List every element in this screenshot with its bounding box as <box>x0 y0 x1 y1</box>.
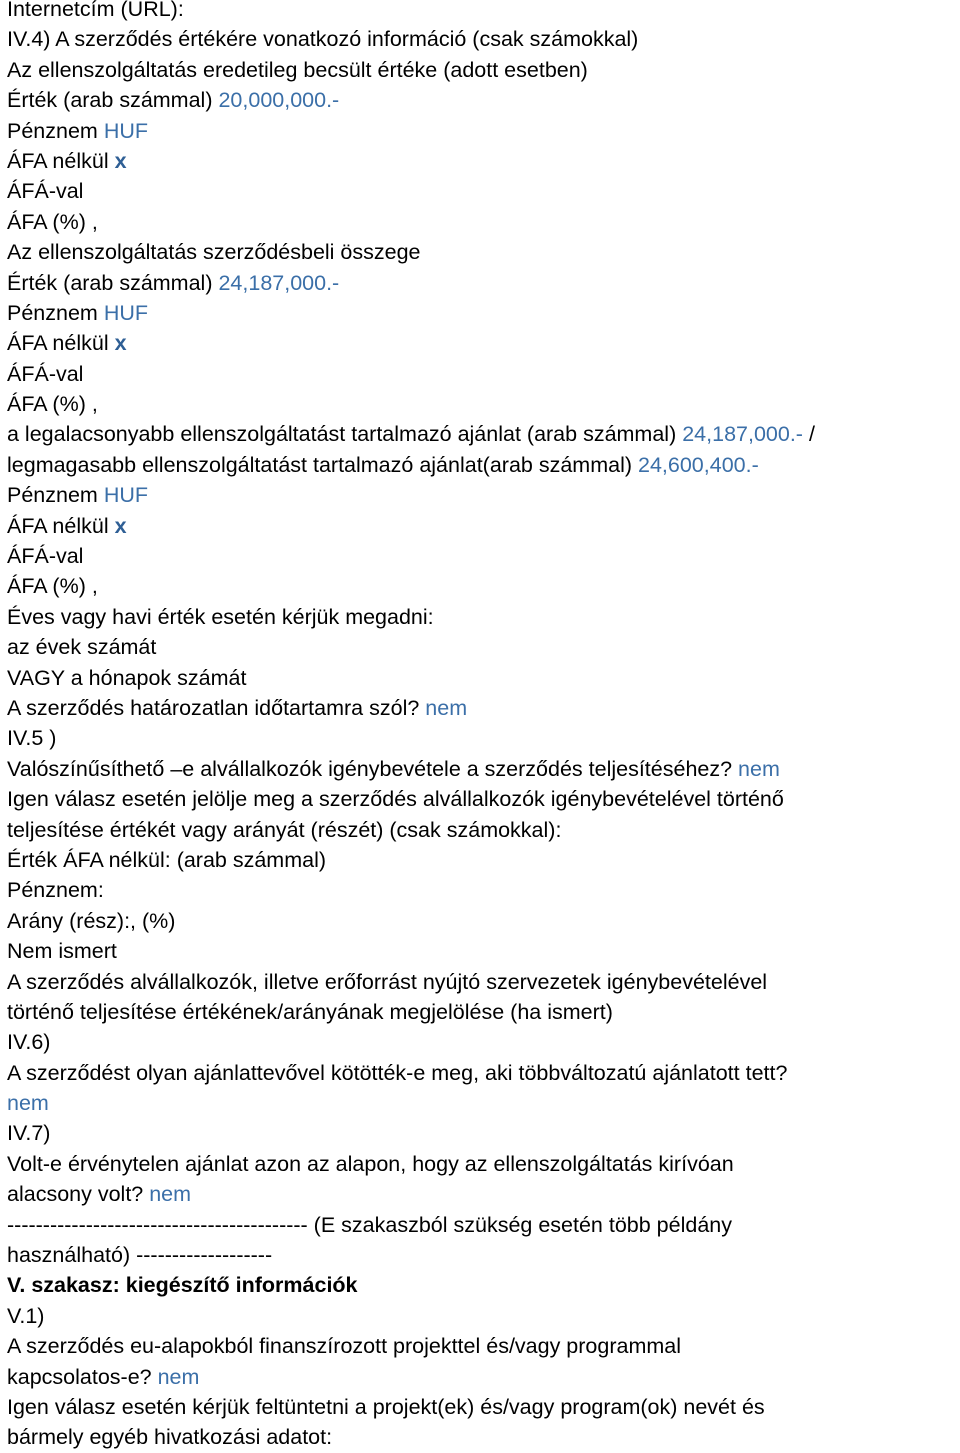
line-label: IV.5 ) <box>7 726 57 751</box>
line-label: történő teljesítése értékének/arányának megjelölése (ha ismert) <box>7 999 613 1024</box>
line-value: x <box>114 513 127 538</box>
line-value: HUF <box>103 300 148 325</box>
text-line <box>7 936 955 966</box>
text-line <box>7 268 955 298</box>
text-line <box>7 1027 955 1057</box>
text-line <box>7 328 955 358</box>
text-line <box>7 632 955 662</box>
line-label: A szerződés alvállalkozók, illetve erőforrást nyújtó szervezetek igénybevételével <box>7 969 768 994</box>
line-value: nem <box>425 695 468 720</box>
text-line <box>7 693 955 723</box>
line-label: ÁFA nélkül <box>7 513 115 538</box>
text-line <box>7 237 955 267</box>
line-label: Igen válasz esetén kérjük feltüntetni a projekt(ek) és/vagy program(ok) nevét és <box>7 1394 765 1419</box>
text-line <box>7 24 955 54</box>
document-text <box>7 0 955 1453</box>
line-label: ÁFÁ-val <box>7 361 84 386</box>
line-label: A szerződés eu-alapokból finanszírozott projekttel és/vagy programmal <box>7 1334 682 1359</box>
line-label: Pénznem <box>7 118 104 143</box>
text-line <box>7 1362 955 1392</box>
line-value: nem <box>738 756 780 781</box>
text-line <box>7 967 955 997</box>
line-label: használható) ------------------- <box>7 1243 273 1268</box>
line-label: ------------------------------------------ (E szakaszból szükség esetén több példány <box>7 1212 732 1237</box>
text-line <box>7 1210 955 1240</box>
line-label: V. szakasz: kiegészítő információk <box>7 1273 358 1298</box>
line-value: HUF <box>103 483 148 508</box>
line-label: Pénznem <box>7 483 104 508</box>
text-line <box>7 571 955 601</box>
line-label: IV.6) <box>7 1030 51 1055</box>
line-label: IV.7) <box>7 1121 51 1146</box>
text-line <box>7 85 955 115</box>
text-line <box>7 389 955 419</box>
line-label: ÁFA (%) , <box>7 209 98 234</box>
line-label: legmagasabb ellenszolgáltatást tartalmazó ajánlat(arab számmal) <box>7 452 638 477</box>
line-label: V.1) <box>7 1303 45 1328</box>
line-label: Arány (rész):, (%) <box>7 908 176 933</box>
text-line <box>7 1088 955 1118</box>
line-label: Internetcím (URL): <box>7 0 184 21</box>
text-line <box>7 0 955 24</box>
text-line <box>7 754 955 784</box>
line-label: VAGY a hónapok számát <box>7 665 247 690</box>
line-label: ÁFÁ-val <box>7 544 84 569</box>
text-line <box>7 1301 955 1331</box>
line-label: Érték (arab számmal) <box>7 270 219 295</box>
line-label: IV.4) A szerződés értékére vonatkozó információ (csak számokkal) <box>7 27 639 52</box>
text-line <box>7 359 955 389</box>
line-label: az évek számát <box>7 635 157 660</box>
line-value: nem <box>7 1091 49 1116</box>
line-value: 20,000,000.- <box>218 88 340 113</box>
text-line <box>7 55 955 85</box>
line-label: Érték (arab számmal) <box>7 88 219 113</box>
text-line <box>7 997 955 1027</box>
line-label: bármely egyéb hivatkozási adatot: <box>7 1425 333 1450</box>
text-line <box>7 602 955 632</box>
line-label: Éves vagy havi érték esetén kérjük megadni: <box>7 604 434 629</box>
text-line <box>7 815 955 845</box>
line-label: Valószínűsíthető –e alvállalkozók igénybevétele a szerződés teljesítéséhez? <box>7 756 739 781</box>
line-label: Az ellenszolgáltatás eredetileg becsült értéke (adott esetben) <box>7 57 588 82</box>
text-line <box>7 1422 955 1452</box>
line-value: nem <box>149 1182 192 1207</box>
line-value: nem <box>157 1364 200 1389</box>
line-value: 24,187,000.- <box>682 422 803 447</box>
line-label: ÁFA (%) , <box>7 392 98 417</box>
line-value: 24,187,000.- <box>218 270 340 295</box>
text-line <box>7 541 955 571</box>
text-line <box>7 1118 955 1148</box>
line-label: Pénznem <box>7 300 104 325</box>
text-line <box>7 419 955 449</box>
text-line <box>7 450 955 480</box>
text-line <box>7 116 955 146</box>
line-label: ÁFA nélkül <box>7 148 115 173</box>
text-line <box>7 1179 955 1209</box>
text-line <box>7 784 955 814</box>
text-line <box>7 511 955 541</box>
line-label: kapcsolatos-e? <box>7 1364 158 1389</box>
text-line <box>7 176 955 206</box>
line-label: Nem ismert <box>7 939 117 964</box>
line-value: 24,600,400.- <box>638 452 759 477</box>
text-line <box>7 480 955 510</box>
section-heading <box>7 1270 955 1300</box>
line-value: x <box>114 331 127 356</box>
line-label: a legalacsonyabb ellenszolgáltatást tartalmazó ajánlat (arab számmal) <box>7 422 683 447</box>
text-line <box>7 663 955 693</box>
text-line <box>7 1240 955 1270</box>
line-label: ÁFA nélkül <box>7 331 115 356</box>
line-label: ÁFA (%) , <box>7 574 98 599</box>
line-label: ÁFÁ-val <box>7 179 84 204</box>
text-line <box>7 1058 955 1088</box>
text-line <box>7 906 955 936</box>
line-label: alacsony volt? <box>7 1182 150 1207</box>
line-value: x <box>114 148 127 173</box>
line-value: HUF <box>103 118 148 143</box>
text-line <box>7 1392 955 1422</box>
line-label: A szerződést olyan ajánlattevővel kötötték-e meg, aki többváltozatú ajánlatott tett? <box>7 1060 788 1085</box>
line-label: Pénznem: <box>7 878 104 903</box>
text-line <box>7 146 955 176</box>
line-suffix: / <box>802 422 815 447</box>
text-line <box>7 1149 955 1179</box>
line-label: Volt-e érvénytelen ajánlat azon az alapon, hogy az ellenszolgáltatás kirívóan <box>7 1151 734 1176</box>
text-line <box>7 845 955 875</box>
line-label: teljesítése értékét vagy arányát (részét) (csak számokkal): <box>7 817 562 842</box>
text-line <box>7 723 955 753</box>
text-line <box>7 207 955 237</box>
text-line <box>7 1331 955 1361</box>
line-label: Az ellenszolgáltatás szerződésbeli összege <box>7 240 421 265</box>
line-label: Érték ÁFA nélkül: (arab számmal) <box>7 847 327 872</box>
line-label: A szerződés határozatlan időtartamra szól? <box>7 695 426 720</box>
text-line <box>7 298 955 328</box>
line-label: Igen válasz esetén jelölje meg a szerződés alvállalkozók igénybevételével történő <box>7 787 784 812</box>
text-line <box>7 875 955 905</box>
